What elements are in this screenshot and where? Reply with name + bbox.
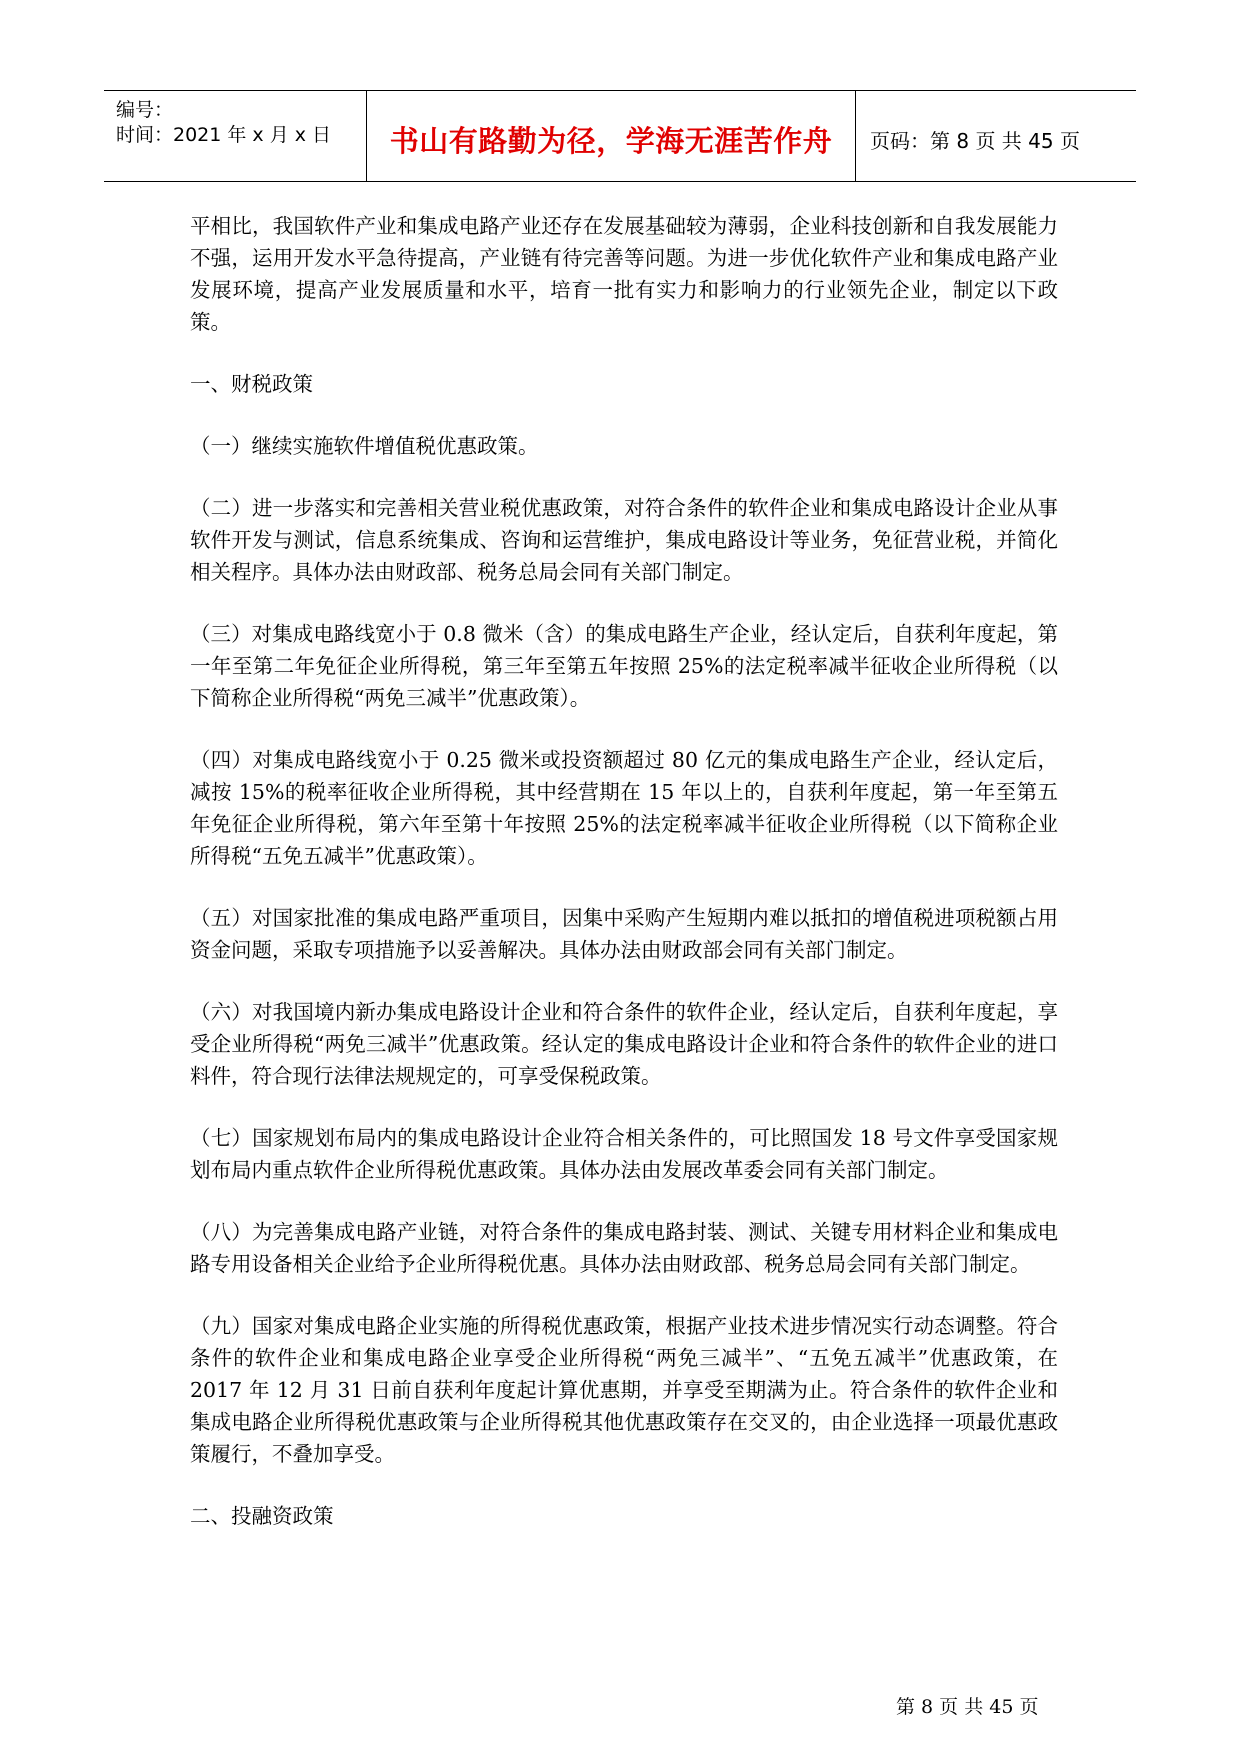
paragraph-item-9: （九）国家对集成电路企业实施的所得税优惠政策，根据产业技术进步情况实行动态调整。符合条件的软件企业和集成电路企业享受企业所得税“两免三减半”、“五免五减半”优惠政策，在 2017 年 12 月 31 日前自获利年度起计算优惠期，并享受至期满为止。符合条件的软件企业和集成电路企业所得税优惠政策与企业所得税其他优惠政策存在交叉的，由企业选择一项最优惠政策履行，不叠加享受。 — [190, 1314, 1058, 1466]
paragraph-item-6: （六）对我国境内新办集成电路设计企业和符合条件的软件企业，经认定后，自获利年度起，享受企业所得税“两免三减半”优惠政策。经认定的集成电路设计企业和符合条件的软件企业的进口料件，符合现行法律法规规定的，可享受保税政策。 — [190, 1000, 1058, 1088]
header-motto: 书山有路勤为径，学海无涯苦作舟 — [389, 123, 833, 158]
document-time-label: 时间：2021 年 x 月 x 日 — [116, 124, 332, 146]
paragraph-item-8: （八）为完善集成电路产业链，对符合条件的集成电路封装、测试、关键专用材料企业和集成电路专用设备相关企业给予企业所得税优惠。具体办法由财政部、税务总局会同有关部门制定。 — [190, 1220, 1058, 1276]
paragraph-intro: 平相比，我国软件产业和集成电路产业还存在发展基础较为薄弱，企业科技创新和自我发展能力不强，运用开发水平急待提高，产业链有待完善等问题。为进一步优化软件产业和集成电路产业发展环境，提高产业发展质量和水平，培育一批有实力和影响力的行业领先企业，制定以下政策。 — [190, 214, 1058, 334]
paragraph-item-3: （三）对集成电路线宽小于 0.8 微米（含）的集成电路生产企业，经认定后，自获利年度起，第一年至第二年免征企业所得税，第三年至第五年按照 25%的法定税率减半征收企业所得税（以下简称企业所得税“两免三减半”优惠政策）。 — [190, 622, 1058, 710]
paragraph-item-2: （二）进一步落实和完善相关营业税优惠政策，对符合条件的软件企业和集成电路设计企业从事软件开发与测试，信息系统集成、咨询和运营维护，集成电路设计等业务，免征营业税，并简化相关程序。具体办法由财政部、税务总局会同有关部门制定。 — [190, 496, 1058, 584]
document-number-label: 编号： — [116, 99, 174, 121]
document-header — [104, 90, 1136, 182]
header-meta-cell — [104, 91, 367, 181]
page-footer: 第 8 页 共 45 页 — [896, 1696, 1039, 1718]
paragraph-item-1: （一）继续实施软件增值税优惠政策。 — [190, 434, 539, 458]
header-page-cell — [856, 91, 1136, 181]
paragraph-item-7: （七）国家规划布局内的集成电路设计企业符合相关条件的，可比照国发 18 号文件享受国家规划布局内重点软件企业所得税优惠政策。具体办法由发展改革委会同有关部门制定。 — [190, 1126, 1058, 1182]
header-page-label: 页码：第 8 页 共 45 页 — [870, 128, 1080, 153]
paragraph-item-4: （四）对集成电路线宽小于 0.25 微米或投资额超过 80 亿元的集成电路生产企业，经认定后，减按 15%的税率征收企业所得税，其中经营期在 15 年以上的，自获利年度起，第一年至第五年免征企业所得税，第六年至第十年按照 25%的法定税率减半征收企业所得税（以下简称企业所得税“五免五减半”优惠政策）。 — [190, 748, 1058, 868]
section-heading-investment: 二、投融资政策 — [190, 1504, 334, 1528]
document-body — [190, 210, 1058, 1562]
section-heading-fiscal: 一、财税政策 — [190, 372, 313, 396]
header-motto-cell — [367, 91, 856, 181]
paragraph-item-5: （五）对国家批准的集成电路严重项目，因集中采购产生短期内难以抵扣的增值税进项税额占用资金问题，采取专项措施予以妥善解决。具体办法由财政部会同有关部门制定。 — [190, 906, 1058, 962]
